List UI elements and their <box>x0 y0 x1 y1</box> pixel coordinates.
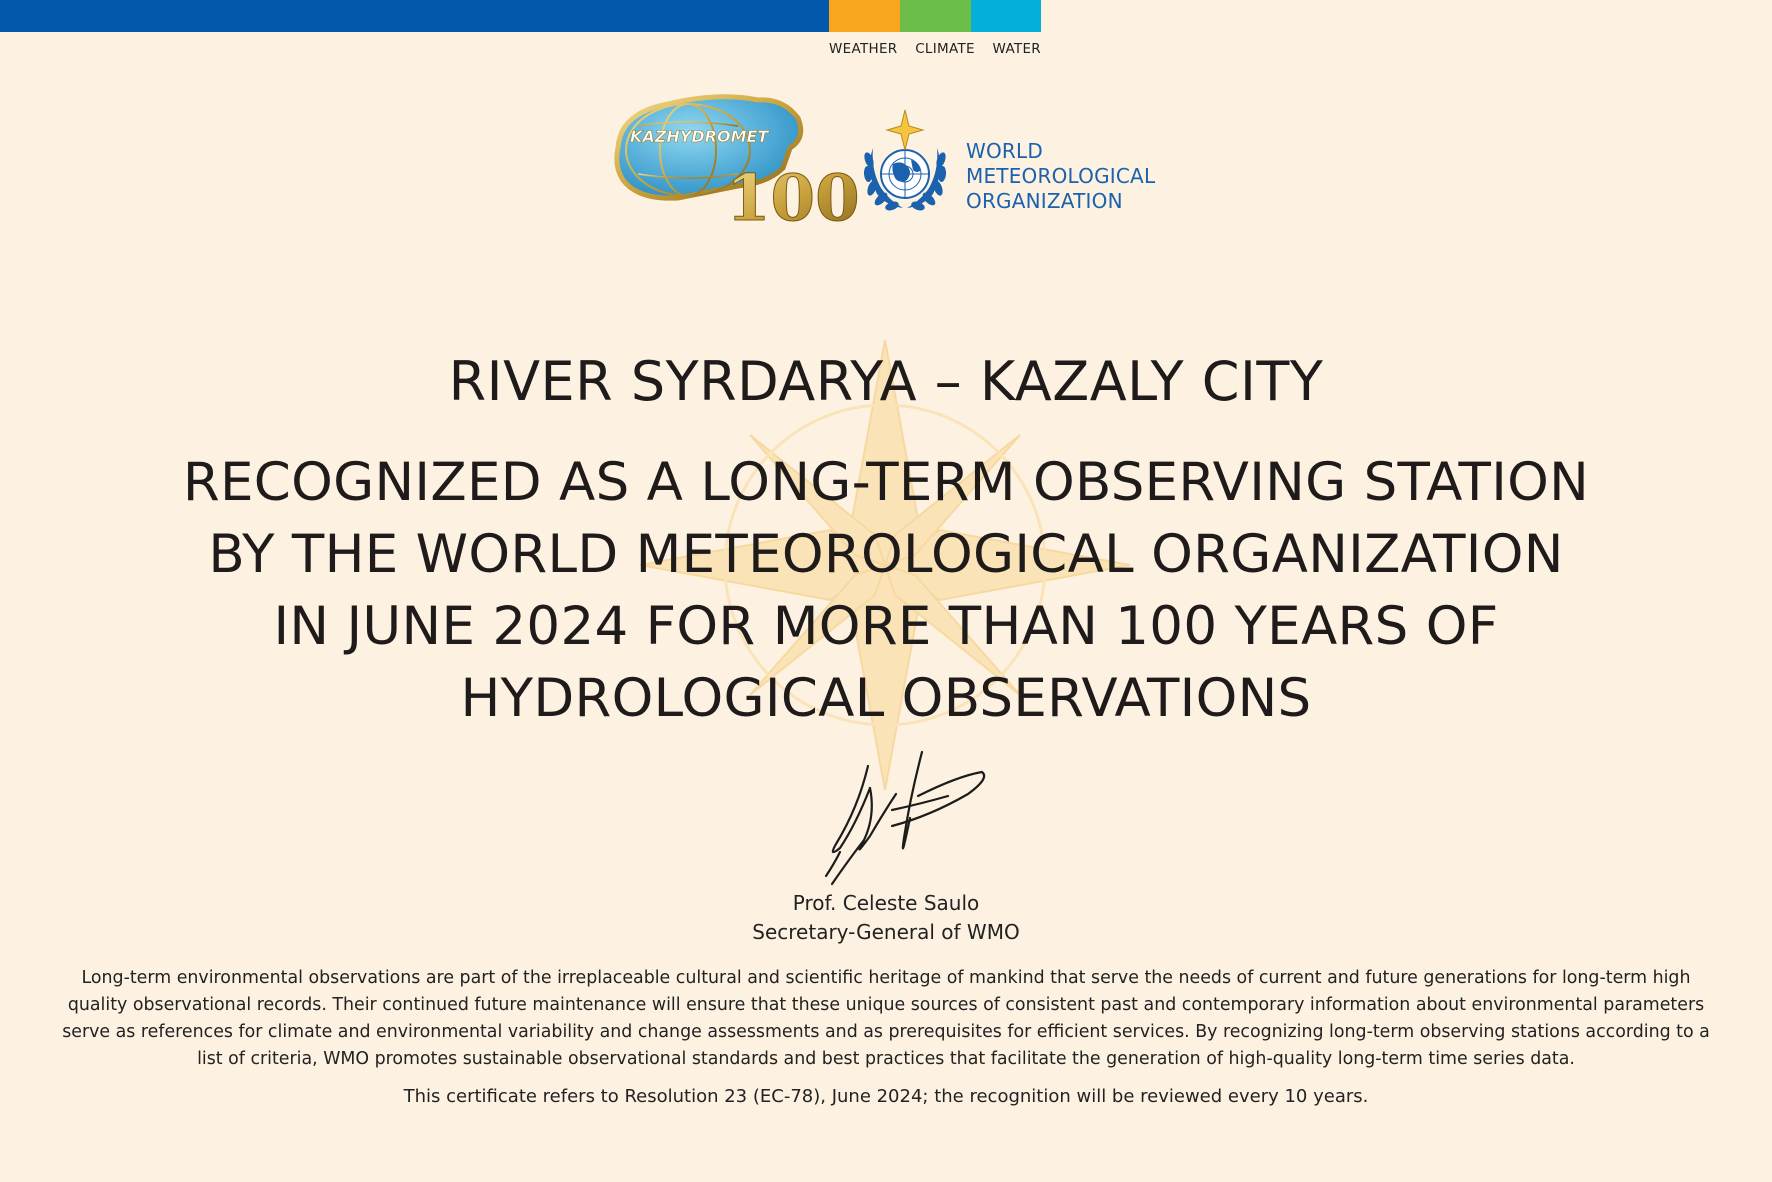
recognition-line: RECOGNIZED AS A LONG-TERM OBSERVING STATION <box>182 452 1590 513</box>
kazhydromet-wordmark: KAZHYDROMET <box>630 127 769 146</box>
header-bar-orange <box>829 0 900 32</box>
wmo-name <box>966 139 1155 214</box>
signature <box>800 748 990 888</box>
paragraph-line: Long-term environmental observations are part of the irreplaceable cultural and scientific heritage of mankind that serve the needs of current and future generations for long-term high <box>81 968 1691 988</box>
tagline-weather: WEATHER <box>829 41 898 57</box>
anniversary-number: 100 <box>726 161 860 236</box>
tagline <box>829 41 1041 57</box>
tagline-water: WATER <box>992 41 1041 57</box>
wmo-name-line: WORLD <box>966 139 1043 163</box>
recognition-line: IN JUNE 2024 FOR MORE THAN 100 YEARS OF <box>273 596 1499 657</box>
recognition-statement <box>100 447 1672 735</box>
paragraph-line: quality observational records. Their continued future maintenance will ensure that these unique sources of consistent past and contemporary information about environmental parameters <box>67 995 1705 1015</box>
header-bar-green <box>900 0 971 32</box>
header-bar-cyan <box>971 0 1041 32</box>
recognition-line: HYDROLOGICAL OBSERVATIONS <box>460 668 1312 729</box>
signatory <box>0 889 1772 947</box>
signatory-name: Prof. Celeste Saulo <box>792 891 980 915</box>
recognition-line: BY THE WORLD METEOROLOGICAL ORGANIZATION <box>208 524 1564 585</box>
wmo-name-line: METEOROLOGICAL <box>966 164 1156 188</box>
station-name: RIVER SYRDARYA – KAZALY CITY <box>448 350 1324 413</box>
signatory-title: Secretary-General of WMO <box>752 920 1020 944</box>
wmo-emblem-icon <box>857 108 953 214</box>
paragraph-line: list of criteria, WMO promotes sustainable observational standards and best practices that facilitate the generation of high-quality long-term time series data. <box>197 1049 1575 1069</box>
header-bar-blue <box>0 0 829 32</box>
tagline-climate: CLIMATE <box>915 41 975 57</box>
resolution-footnote: This certificate refers to Resolution 23 (EC-78), June 2024; the recognition will be reviewed every 10 years. <box>403 1086 1369 1107</box>
wmo-name-line: ORGANIZATION <box>966 189 1123 213</box>
paragraph-line: serve as references for climate and environmental variability and change assessments and as prerequisites for efficient services. By recognizing long-term observing stations according to a <box>62 1022 1710 1042</box>
kazhydromet-100-logo <box>608 88 860 236</box>
description-paragraph <box>60 965 1712 1073</box>
